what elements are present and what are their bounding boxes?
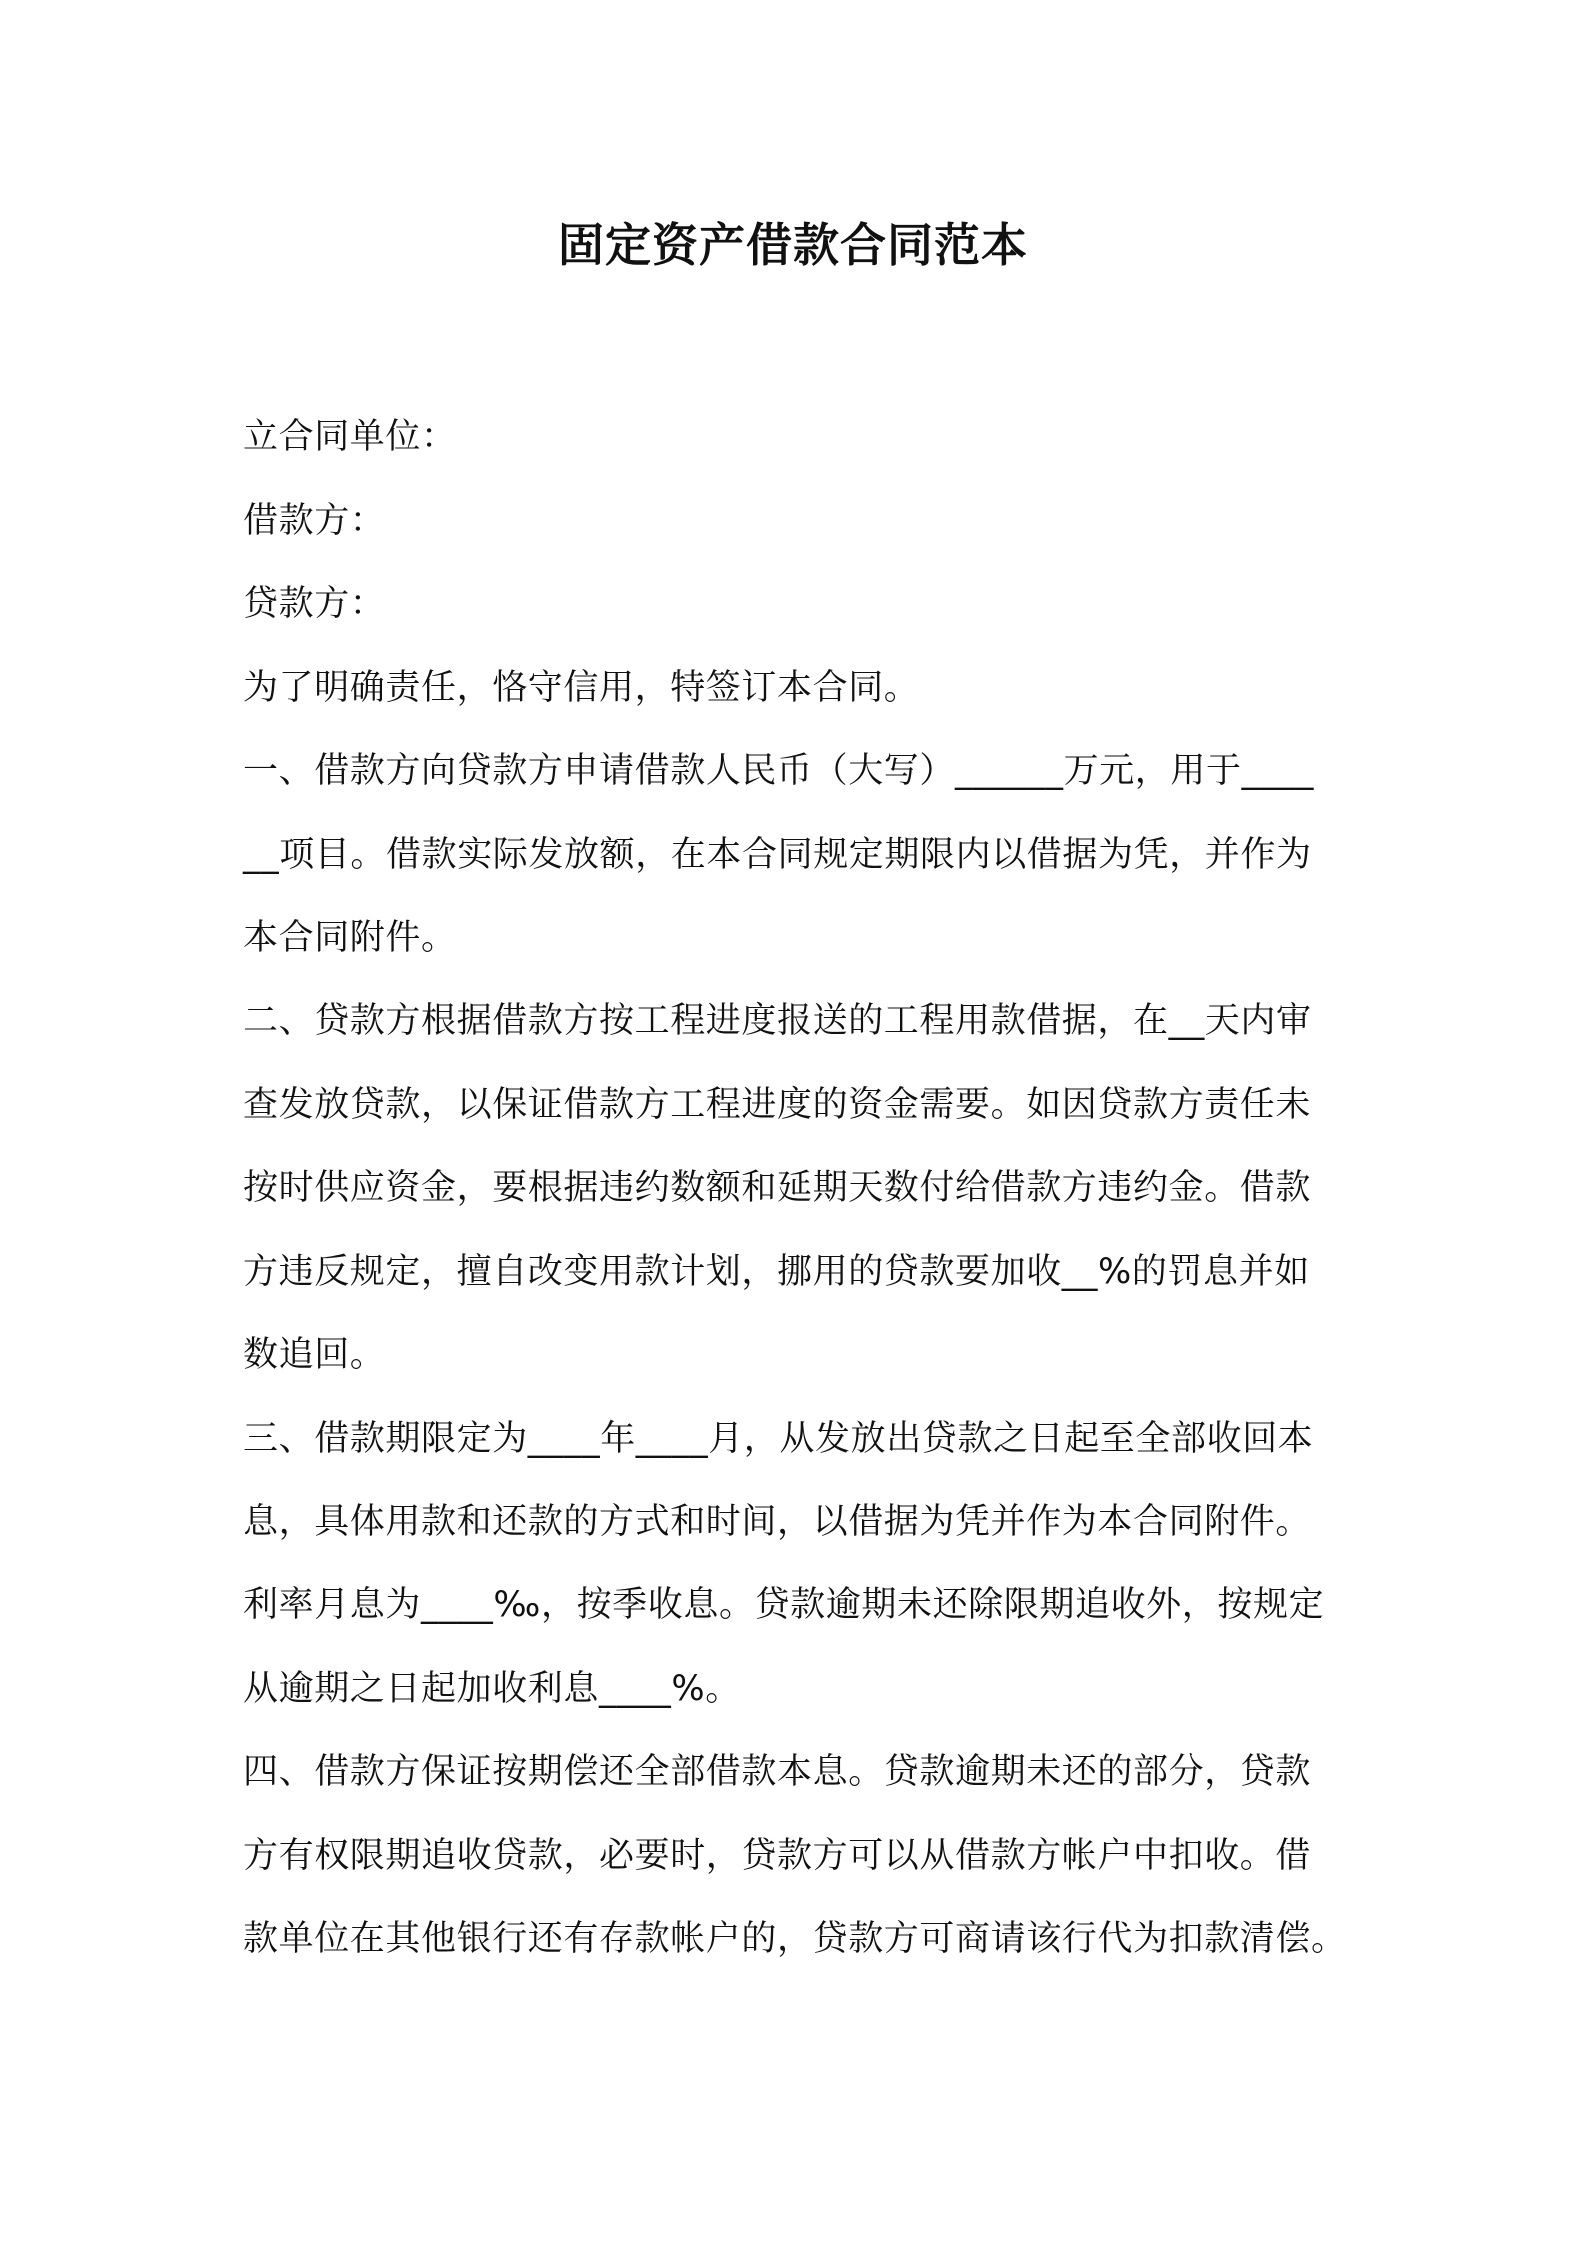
borrower-label: 借款方： xyxy=(243,501,386,541)
clause-2-line-4: 方违反规定，擅自改变用款计划，挪用的贷款要加收__%的罚息并如 xyxy=(243,1252,1310,1292)
clause-1-line-3: 本合同附件。 xyxy=(243,918,457,958)
clause-1-line-2: __项目。借款实际发放额，在本合同规定期限内以借据为凭，并作为 xyxy=(243,835,1312,875)
clause-1-line-1: 一、借款方向贷款方申请借款人民币（大写）______万元，用于____ xyxy=(243,751,1315,791)
clause-2-line-1: 二、贷款方根据借款方按工程进度报送的工程用款借据，在__天内审 xyxy=(243,1001,1312,1041)
preamble-line: 为了明确责任，恪守信用，特签订本合同。 xyxy=(243,668,920,708)
document-title: 固定资产借款合同范本 xyxy=(558,218,1028,272)
clause-3-line-1: 三、借款期限定为____年____月，从发放出贷款之日起至全部收回本 xyxy=(243,1419,1314,1459)
clause-3-line-3: 利率月息为____‰，按季收息。贷款逾期未还除限期追收外，按规定 xyxy=(243,1585,1325,1625)
clause-4-line-3: 款单位在其他银行还有存款帐户的，贷款方可商请该行代为扣款清偿。 xyxy=(243,1919,1347,1959)
clause-4-line-2: 方有权限期追收贷款，必要时，贷款方可以从借款方帐户中扣收。借 xyxy=(243,1836,1312,1876)
clause-2-line-5: 数追回。 xyxy=(243,1335,386,1375)
clause-3-line-2: 息，具体用款和还款的方式和时间，以借据为凭并作为本合同附件。 xyxy=(243,1502,1312,1542)
lender-label: 贷款方： xyxy=(243,584,386,624)
clause-2-line-2: 查发放贷款，以保证借款方工程进度的资金需要。如因贷款方责任未 xyxy=(243,1085,1312,1125)
clause-2-line-3: 按时供应资金，要根据违约数额和延期天数付给借款方违约金。借款 xyxy=(243,1168,1312,1208)
clause-3-line-4: 从逾期之日起加收利息____%。 xyxy=(243,1669,741,1709)
clause-4-line-1: 四、借款方保证按期偿还全部借款本息。贷款逾期未还的部分，贷款 xyxy=(243,1752,1312,1792)
contract-parties-label: 立合同单位： xyxy=(243,417,457,457)
